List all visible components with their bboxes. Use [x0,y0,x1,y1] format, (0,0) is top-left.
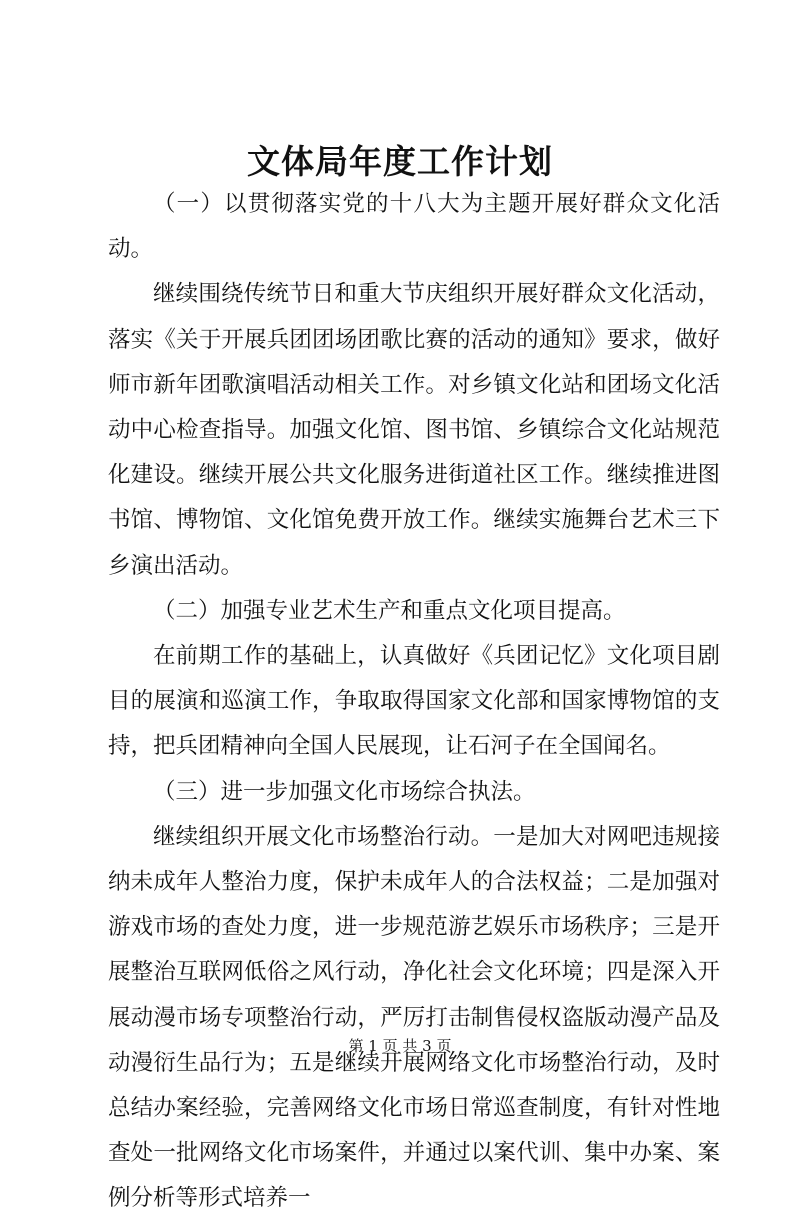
body-paragraph-1: 继续围绕传统节日和重大节庆组织开展好群众文化活动，落实《关于开展兵团团场团歌比赛的活动的通知》要求，做好师市新年团歌演唱活动相关工作。对乡镇文化站和团场文化活动中心检查指导。加强文化馆、图书馆、乡镇综合文化站规范化建设。继续开展公共文化服务进街道社区工作。继续推进图书馆、博物馆、文化馆免费开放工作。继续实施舞台艺术三下乡演出活动。 [108,281,720,579]
body-paragraph-3: 继续组织开展文化市场整治行动。一是加大对网吧违规接纳未成年人整治力度，保护未成年人的合法权益；二是加强对游戏市场的查处力度，进一步规范游艺娱乐市场秩序；三是开展整治互联网低俗之风行动，净化社会文化环境；四是深入开展动漫市场专项整治行动，严厉打击制售侵权盗版动漫产品及动漫衍生品行为；五是继续开展网络文化市场整治行动，及时总结办案经验，完善网络文化市场日常巡查制度，有针对性地查处一批网络文化市场案件，并通过以案代训、集中办案、案例分析等形式培养一 [108,823,720,1212]
document-body [108,182,720,1222]
body-paragraph-2: 在前期工作的基础上，认真做好《兵团记忆》文化项目剧目的展演和巡演工作，争取取得国家文化部和国家博物馆的支持，把兵团精神向全国人民展现，让石河子在全国闻名。 [108,643,720,760]
document-title: 文体局年度工作计划 [247,142,553,181]
section-heading-2: （二）加强专业艺术生产和重点文化项目提高。 [153,597,626,624]
section-heading-3: （三）进一步加强文化市场综合执法。 [153,778,536,805]
page-footer: 第 1 页 共 3 页 [348,1037,452,1055]
section-heading-1: （一）以贯彻落实党的十八大为主题开展好群众文化活动。 [108,191,720,263]
